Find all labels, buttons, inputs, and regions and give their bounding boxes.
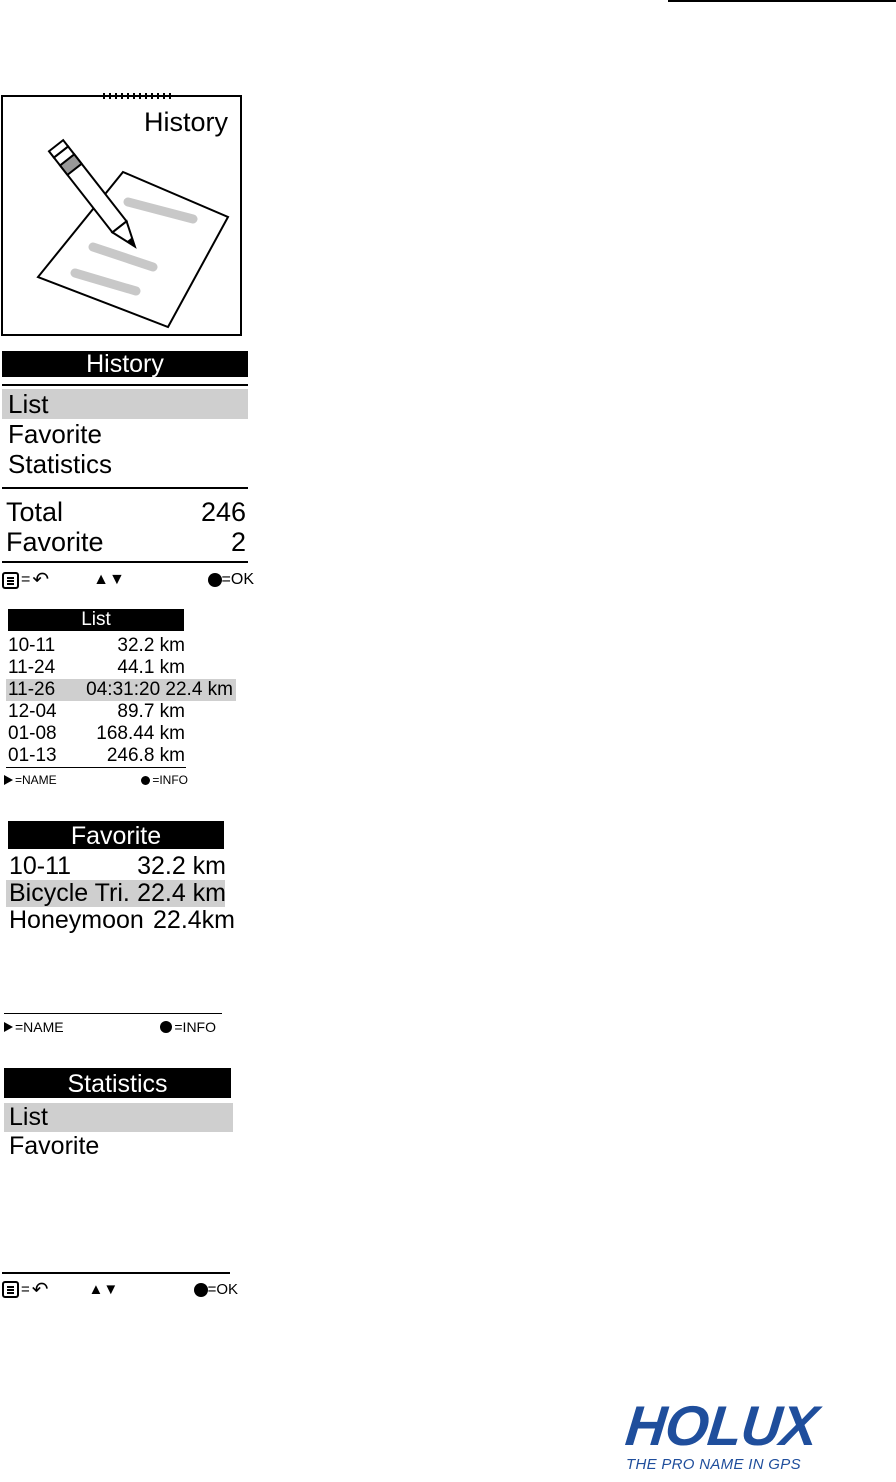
back-hint: = ↶ (2, 1281, 49, 1298)
divider (2, 384, 248, 386)
play-icon (4, 1022, 13, 1032)
divider (2, 561, 248, 563)
statistics-title: Statistics (4, 1068, 231, 1098)
nav-arrows-icon: ▲▼ (88, 1281, 119, 1298)
list-footer: =NAME =INFO (4, 773, 188, 787)
top-rule (668, 0, 896, 2)
menu-item-favorite[interactable]: Favorite (8, 419, 102, 449)
list-title: List (8, 609, 184, 631)
stat-value: 2 (230, 527, 246, 557)
logo-wordmark: HOLUX (622, 1394, 821, 1457)
divider (2, 1272, 230, 1274)
favorite-item[interactable]: Honeymoon 22.4km (9, 906, 235, 934)
tile-title: History (143, 107, 228, 137)
history-title: History (2, 351, 248, 377)
list-item[interactable]: 11-24 44.1 km (8, 657, 185, 678)
divider (4, 1013, 222, 1014)
ok-dot-icon (208, 573, 222, 587)
back-arrow-icon: ↶ (31, 1278, 49, 1301)
list-item[interactable]: 10-11 32.2 km (8, 635, 185, 656)
info-hint: =INFO (141, 773, 188, 787)
ok-dot-icon (141, 776, 150, 785)
menu-icon (2, 1281, 19, 1298)
favorite-item[interactable]: 10-11 32.2 km (9, 852, 226, 880)
divider (6, 767, 186, 768)
ok-dot-icon (160, 1021, 172, 1033)
list-item[interactable]: 01-13 246.8 km (8, 745, 185, 766)
favorite-title: Favorite (8, 821, 224, 849)
stat-favorite (2, 527, 248, 557)
menu-item-favorite[interactable]: Favorite (9, 1132, 100, 1160)
ok-hint: =OK (208, 571, 254, 589)
statistics-footer (2, 1278, 238, 1301)
stat-label: Total (6, 497, 64, 527)
info-hint: =INFO (160, 1019, 216, 1035)
back-arrow-icon: ↶ (32, 569, 50, 591)
stat-label: Favorite (6, 527, 104, 557)
holux-logo (622, 1394, 846, 1473)
stat-total (2, 497, 248, 527)
menu-item-list[interactable]: List (4, 1103, 233, 1132)
nav-arrows-icon: ▲▼ (93, 571, 125, 588)
ok-hint: =OK (194, 1281, 238, 1298)
pencil-paper-icon (3, 97, 240, 334)
menu-item-list[interactable]: List (2, 389, 248, 419)
logo-tagline: THE PRO NAME IN GPS (626, 1456, 801, 1473)
stat-value: 246 (200, 497, 246, 527)
divider (2, 487, 248, 489)
history-app-icon[interactable] (1, 95, 242, 336)
list-item-selected[interactable]: 11-26 04:31:20 22.4 km (6, 679, 236, 701)
list-item[interactable]: 01-08 168.44 km (8, 723, 185, 744)
menu-icon (2, 572, 19, 589)
menu-item-statistics[interactable]: Statistics (8, 449, 113, 479)
history-footer (2, 571, 254, 589)
favorite-footer: =NAME =INFO (4, 1019, 216, 1035)
play-icon (4, 775, 13, 785)
list-item[interactable]: 12-04 89.7 km (8, 701, 185, 722)
ok-dot-icon (194, 1283, 208, 1297)
back-hint: = ↶ (2, 571, 49, 589)
favorite-item-selected[interactable]: Bicycle Tri. 22.4 km (6, 880, 225, 907)
